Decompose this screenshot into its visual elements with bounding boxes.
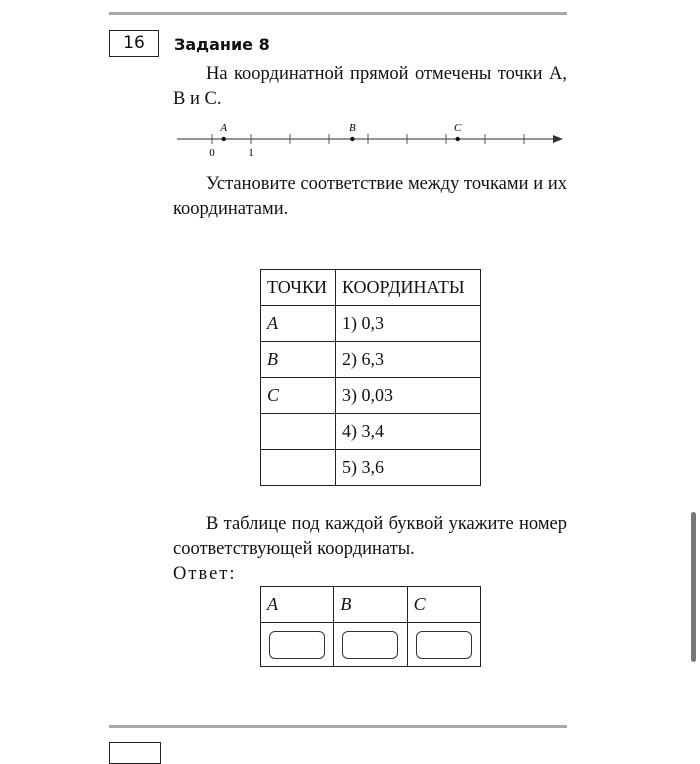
header-coordinates: КООРДИНАТЫ: [336, 270, 481, 306]
intro-text: На координатной прямой отмечены точки A, B и C.: [173, 64, 567, 109]
point-cell: B: [261, 342, 336, 378]
point-cell: [261, 414, 336, 450]
match-table: [260, 269, 481, 486]
answer-header-a: A: [261, 587, 334, 623]
coordinate-cell: 3) 0,03: [336, 378, 481, 414]
table-row: [261, 450, 481, 486]
coordinate-cell: 2) 6,3: [336, 342, 481, 378]
point-label-b: B: [349, 122, 356, 134]
tick-label-0: 0: [209, 147, 215, 159]
scrollbar[interactable]: [691, 512, 696, 662]
answer-table: [260, 586, 481, 667]
point-cell: [261, 450, 336, 486]
point-cell: C: [261, 378, 336, 414]
answer-header-b: B: [334, 587, 407, 623]
task-number-box: 16: [109, 30, 159, 57]
point-cell: A: [261, 306, 336, 342]
header-points: ТОЧКИ: [261, 270, 336, 306]
table-row: [261, 414, 481, 450]
top-divider: [109, 12, 567, 15]
answer-input-b[interactable]: [342, 631, 398, 659]
next-task-box: [109, 742, 161, 764]
answer-header-c: C: [407, 587, 480, 623]
point-label-a: A: [220, 122, 228, 134]
instruction-text: Установите соответствие между точками и их координатами.: [173, 174, 567, 219]
answer-instruction: В таблице под каждой буквой укажите номер соответствующей координаты.: [173, 514, 567, 559]
point-a: [222, 137, 226, 141]
task-title: Задание 8: [174, 35, 270, 54]
coordinate-cell: 5) 3,6: [336, 450, 481, 486]
table-row: [261, 342, 481, 378]
point-c: [456, 137, 460, 141]
coordinate-cell: 1) 0,3: [336, 306, 481, 342]
coordinate-cell: 4) 3,4: [336, 414, 481, 450]
bottom-divider: [109, 725, 567, 728]
answer-input-c[interactable]: [416, 631, 472, 659]
point-label-c: C: [454, 122, 462, 134]
point-b: [350, 137, 354, 141]
table-row: [261, 378, 481, 414]
number-line: [0, 115, 700, 165]
tick-label-1: 1: [248, 147, 254, 159]
table-row: [261, 306, 481, 342]
answer-label: Ответ:: [173, 564, 237, 584]
answer-input-a[interactable]: [269, 631, 325, 659]
